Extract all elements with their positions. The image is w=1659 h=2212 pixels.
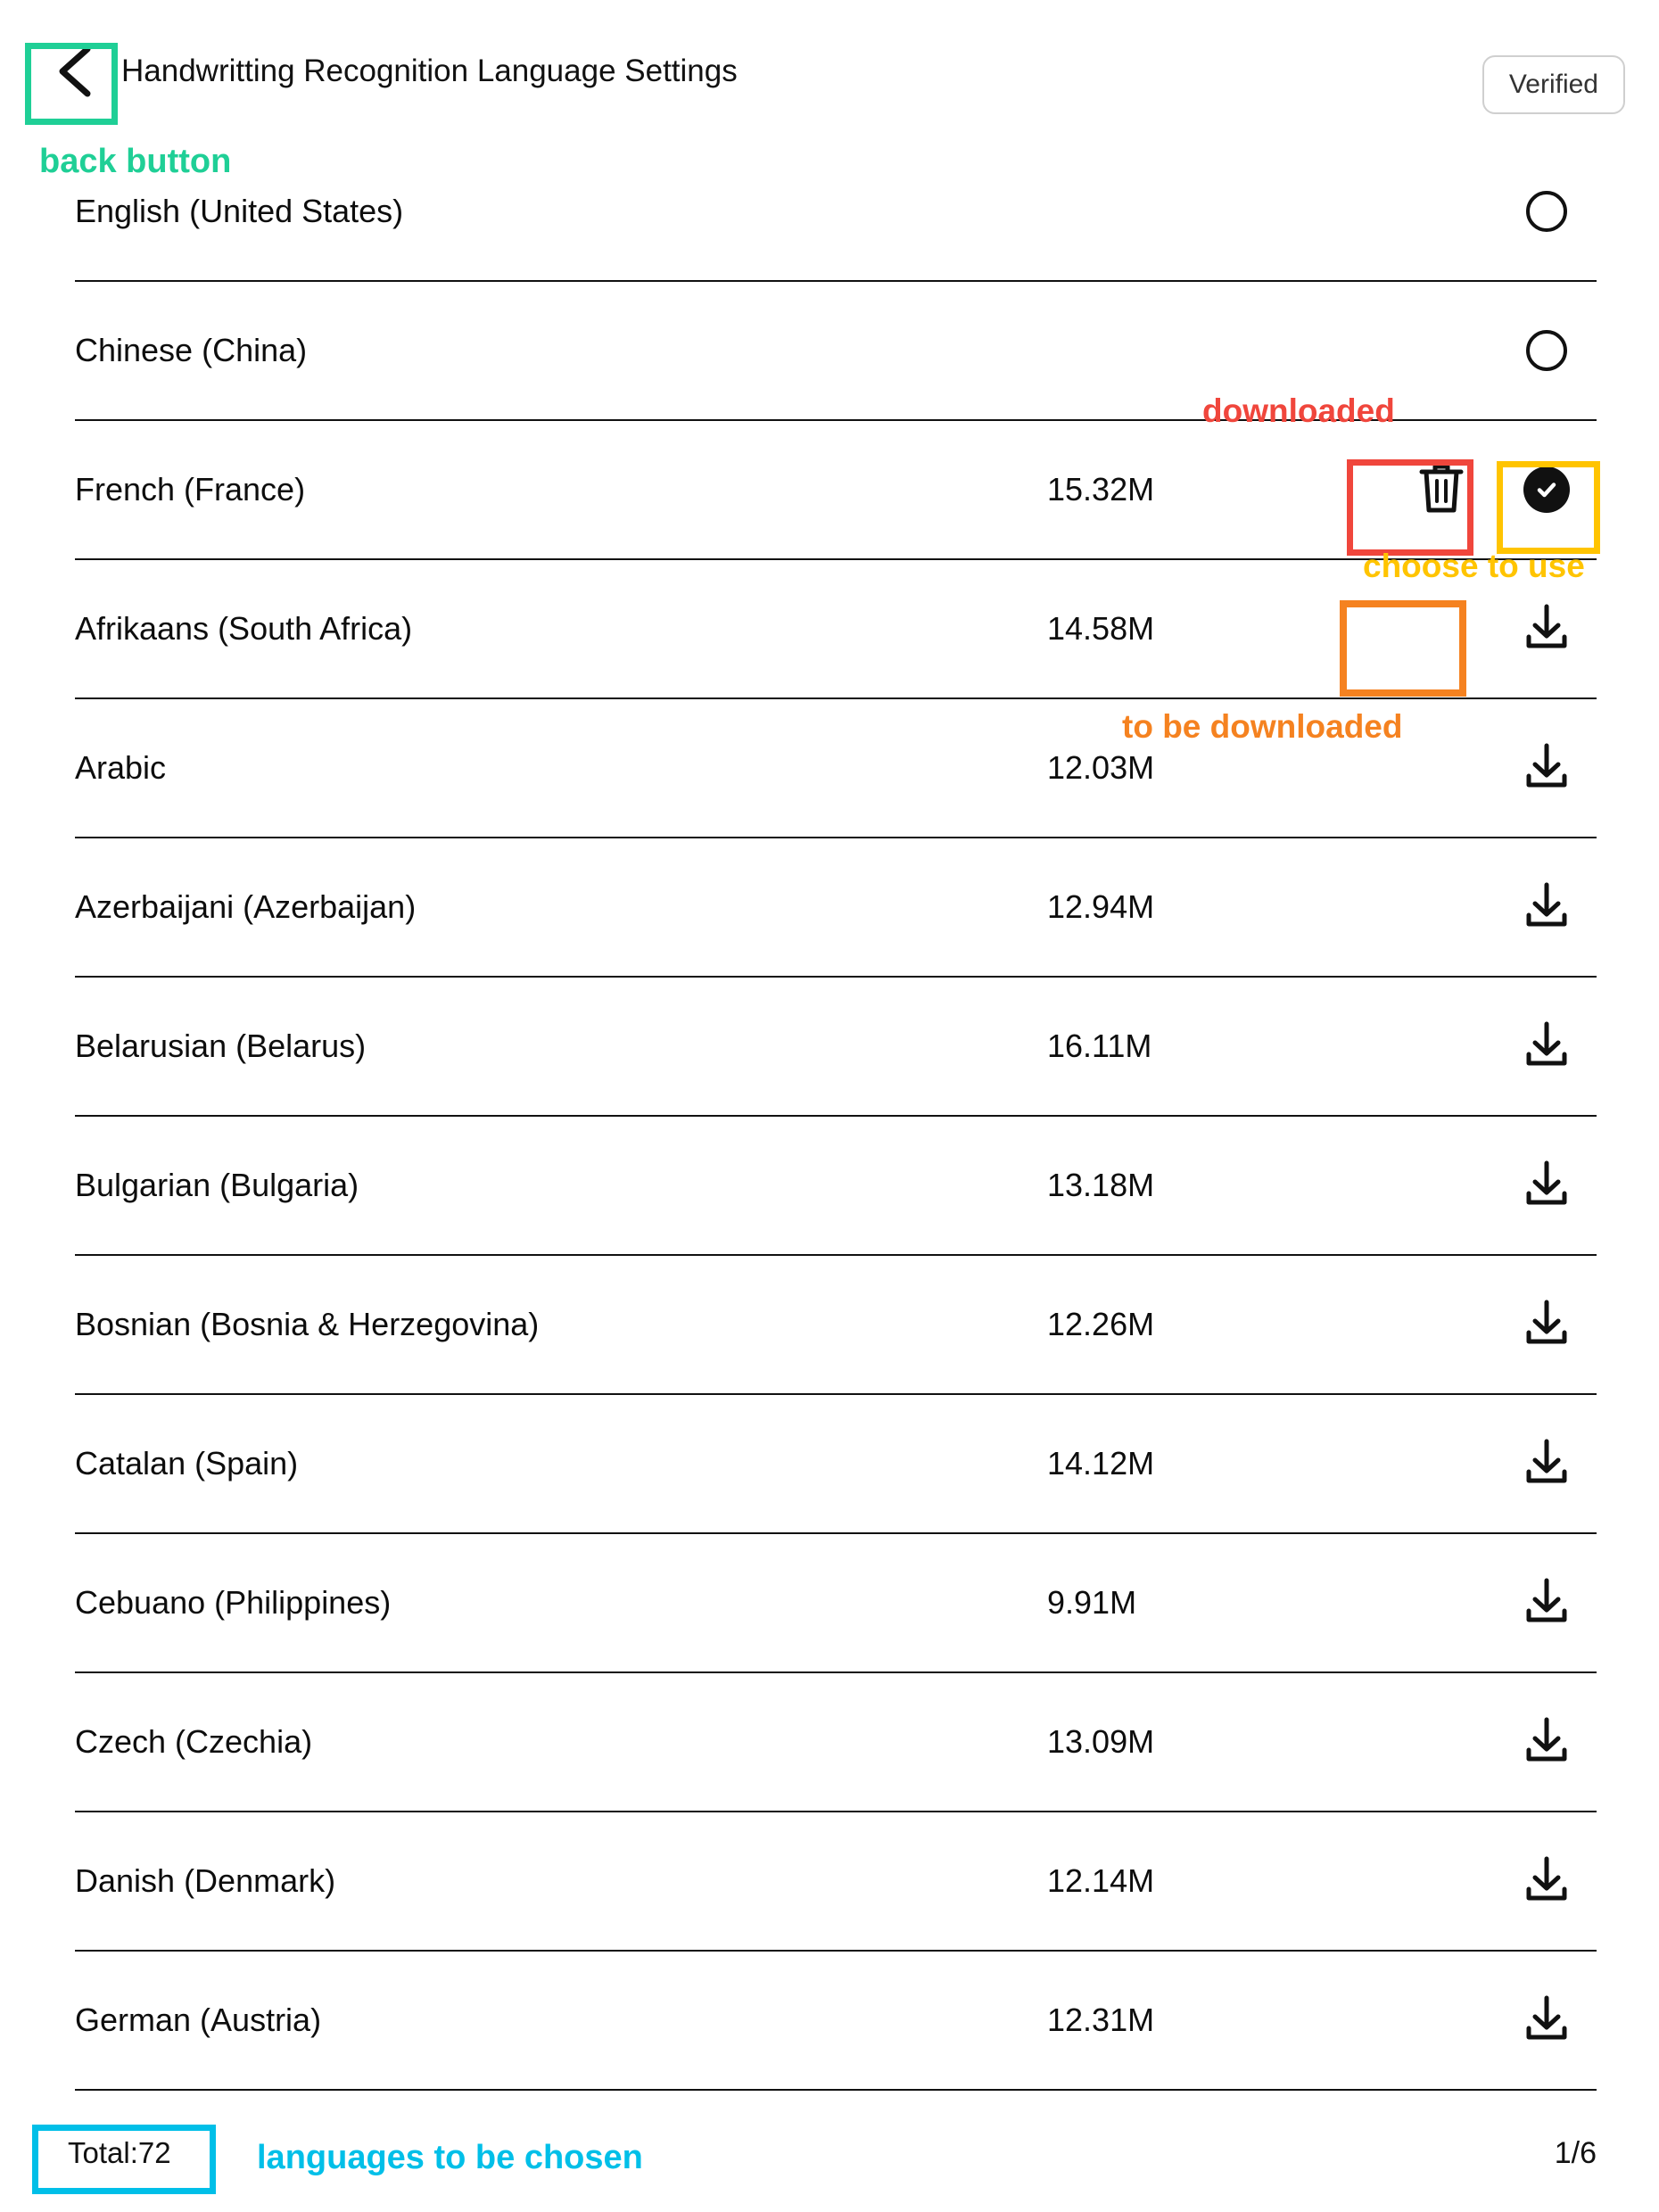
total-count-label: Total:72 (68, 2136, 171, 2169)
row-actions (1302, 317, 1597, 384)
download-icon (1521, 601, 1572, 657)
download-icon (1521, 1436, 1572, 1492)
download-icon (1521, 879, 1572, 936)
page-indicator[interactable]: 1/6 (1554, 2135, 1597, 2170)
language-size: 14.58M (1047, 610, 1155, 647)
language-size: 12.94M (1047, 888, 1155, 925)
download-icon (1521, 740, 1572, 796)
download-button[interactable] (1513, 1291, 1581, 1358)
row-actions (1302, 177, 1597, 245)
row-actions (1302, 1151, 1597, 1219)
download-icon (1521, 1853, 1572, 1910)
language-name: Czech (Czechia) (75, 1723, 313, 1760)
row-actions (1302, 1430, 1597, 1498)
language-name: Bulgarian (Bulgaria) (75, 1167, 359, 1203)
table-row[interactable] (75, 1673, 1597, 1812)
language-size: 15.32M (1047, 471, 1155, 508)
annotation-label-languages-to-be-chosen: languages to be chosen (257, 2139, 643, 2176)
annotation-label-to-be-downloaded: to be downloaded (1122, 708, 1403, 745)
download-icon (1521, 1019, 1572, 1075)
table-row[interactable] (75, 838, 1597, 978)
language-name: German (Austria) (75, 2002, 322, 2038)
table-row[interactable] (75, 1952, 1597, 2091)
language-name: Afrikaans (South Africa) (75, 610, 413, 647)
row-actions (1302, 1291, 1597, 1358)
radio-unselected-icon (1526, 191, 1567, 232)
language-name: French (France) (75, 471, 306, 508)
header-bar (0, 0, 1659, 143)
row-actions (1302, 595, 1597, 663)
page-title: Handwritting Recognition Language Settings (121, 54, 738, 88)
language-size: 12.03M (1047, 749, 1155, 786)
language-size: 12.26M (1047, 1306, 1155, 1342)
row-actions (1302, 456, 1597, 524)
download-button[interactable] (1513, 873, 1581, 941)
download-button[interactable] (1513, 1012, 1581, 1080)
row-actions (1302, 873, 1597, 941)
language-name: Bosnian (Bosnia & Herzegovina) (75, 1306, 540, 1342)
language-size: 16.11M (1047, 1028, 1152, 1064)
select-radio-button[interactable] (1513, 317, 1581, 384)
download-icon (1521, 1158, 1572, 1214)
download-button[interactable] (1513, 1708, 1581, 1776)
download-icon (1521, 1575, 1572, 1631)
table-row[interactable] (75, 1395, 1597, 1534)
download-button[interactable] (1513, 1986, 1581, 2054)
download-button[interactable] (1513, 1151, 1581, 1219)
language-size: 14.12M (1047, 1445, 1155, 1482)
language-name: Arabic (75, 749, 167, 786)
table-row[interactable] (75, 421, 1597, 560)
language-name: Azerbaijani (Azerbaijan) (75, 888, 417, 925)
annotation-label-downloaded: downloaded (1202, 392, 1395, 429)
download-button[interactable] (1513, 1430, 1581, 1498)
row-actions (1302, 1847, 1597, 1915)
select-radio-button[interactable] (1513, 456, 1581, 524)
language-size: 13.09M (1047, 1723, 1155, 1760)
row-actions (1302, 1708, 1597, 1776)
back-button[interactable] (39, 37, 109, 106)
table-row[interactable] (75, 978, 1597, 1117)
row-actions (1302, 1569, 1597, 1637)
annotation-label-back-button: back button (39, 143, 232, 180)
download-icon (1521, 1297, 1572, 1353)
row-actions (1302, 1012, 1597, 1080)
language-name: Belarusian (Belarus) (75, 1028, 367, 1064)
radio-unselected-icon (1526, 330, 1567, 371)
language-size: 9.91M (1047, 1584, 1137, 1621)
language-name: Danish (Denmark) (75, 1862, 336, 1899)
download-button[interactable] (1513, 1569, 1581, 1637)
language-size: 12.14M (1047, 1862, 1155, 1899)
trash-icon (1416, 460, 1466, 520)
radio-selected-icon (1523, 466, 1570, 513)
table-row[interactable] (75, 1812, 1597, 1952)
download-icon (1521, 1714, 1572, 1770)
download-button[interactable] (1513, 1847, 1581, 1915)
download-icon (1521, 1993, 1572, 2049)
language-name: Cebuano (Philippines) (75, 1584, 392, 1621)
table-row[interactable] (75, 143, 1597, 282)
language-size: 13.18M (1047, 1167, 1155, 1203)
language-name: Chinese (China) (75, 332, 308, 368)
table-row[interactable] (75, 1117, 1597, 1256)
select-radio-button[interactable] (1513, 177, 1581, 245)
language-list (0, 143, 1659, 2091)
verified-button[interactable]: Verified (1482, 55, 1625, 114)
chevron-left-icon (54, 44, 95, 99)
download-button[interactable] (1513, 595, 1581, 663)
language-name: Catalan (Spain) (75, 1445, 299, 1482)
download-button[interactable] (1513, 734, 1581, 802)
language-name: English (United States) (75, 193, 404, 229)
annotation-label-choose-to-use: choose to use (1363, 548, 1585, 584)
table-row[interactable] (75, 1534, 1597, 1673)
table-row[interactable] (75, 1256, 1597, 1395)
footer-bar (0, 2094, 1659, 2212)
language-size: 12.31M (1047, 2002, 1155, 2038)
delete-button[interactable] (1407, 456, 1475, 524)
row-actions (1302, 1986, 1597, 2054)
